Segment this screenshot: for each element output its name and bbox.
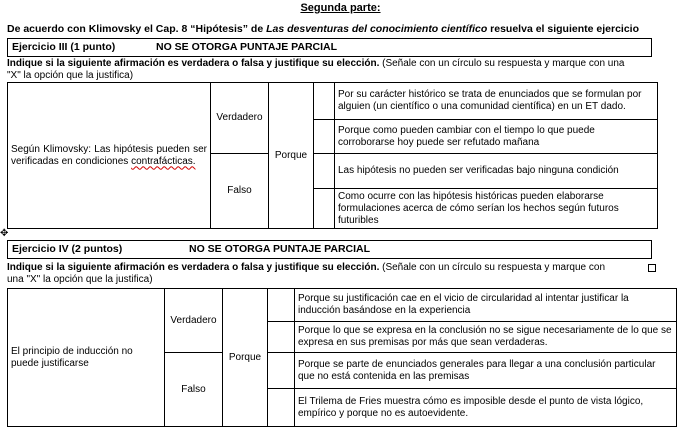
exercise-3-mark-box-3[interactable] bbox=[314, 154, 335, 189]
exercise-3-statement-end: contrafácticas. bbox=[131, 155, 196, 167]
exercise-4-title: Ejercicio IV (2 puntos) bbox=[12, 243, 123, 255]
exercise-3-mark-box-1[interactable] bbox=[314, 83, 335, 120]
exercise-4-mark-box-4[interactable] bbox=[268, 389, 295, 427]
table-move-handle-icon[interactable]: ✥ bbox=[0, 228, 9, 239]
exercise-3-instr-line2: "X" la opción que la justifica) bbox=[7, 70, 134, 81]
exercise-4-false-option[interactable]: Falso bbox=[165, 353, 223, 427]
exercise-4-instr-bold: Indique si la siguiente afirmación es verdadera o falsa y justifique su elección. bbox=[7, 262, 380, 273]
exercise-3-option-4: Como ocurre con las hipótesis históricas pueden elaborarse formulaciones acerca de cómo serían los hechos según futuros futuribles bbox=[335, 189, 658, 229]
exercise-3-header bbox=[7, 38, 652, 57]
exercise-4-instructions bbox=[7, 262, 681, 286]
exercise-3-instr-normal: (Señale con un círculo su respuesta y marque con una bbox=[379, 58, 625, 69]
exercise-4-mark-box-2[interactable] bbox=[268, 322, 295, 353]
exercise-4-mark-box-3[interactable] bbox=[268, 353, 295, 389]
intro-part2: resuelva el siguiente ejercicio bbox=[487, 23, 639, 35]
paragraph-end-marker bbox=[648, 264, 656, 272]
exercise-3-instr-bold: Indique si la siguiente afirmación es verdadera o falsa y justifique su elección. bbox=[7, 58, 380, 69]
exercise-3-true-option[interactable]: Verdadero bbox=[211, 83, 269, 154]
exercise-4-option-3: Porque se parte de enunciados generales para llegar a una conclusión particular que no está contenida en las premisas bbox=[295, 353, 677, 389]
exercise-4-table bbox=[7, 288, 677, 427]
exercise-3-title: Ejercicio III (1 punto) bbox=[12, 41, 116, 53]
exercise-3-mark-box-4[interactable] bbox=[314, 189, 335, 229]
exercise-4-instr-normal: (Señale con un círculo su respuesta y marque con bbox=[379, 262, 606, 273]
exercise-4-statement: El principio de inducción no puede justificarse bbox=[8, 289, 165, 427]
section-title: Segunda parte: bbox=[300, 2, 381, 14]
exercise-3-option-3: Las hipótesis no pueden ser verificadas bajo ninguna condición bbox=[335, 154, 658, 189]
exercise-4-option-2: Porque lo que se expresa en la conclusión no se sigue necesariamente de lo que se expresa en sus premisas por más que sean verdaderas. bbox=[295, 322, 677, 353]
exercise-3-table bbox=[7, 82, 658, 229]
exercise-3-option-1: Por su carácter histórico se trata de enunciados que se formulan por alguien (un científico o una comunidad científica) en un ET dado. bbox=[335, 83, 658, 120]
intro-book-title: Las desventuras del conocimiento científico bbox=[266, 23, 488, 35]
exercise-3-note: NO SE OTORGA PUNTAJE PARCIAL bbox=[156, 41, 338, 53]
exercise-3-option-2: Porque como pueden cambiar con el tiempo lo que puede corroborarse hoy puede ser refutado mañana bbox=[335, 120, 658, 154]
intro-part1: De acuerdo con Klimovsky el Cap. 8 “Hipótesis” de bbox=[7, 23, 267, 35]
exercise-4-because: Porque bbox=[223, 289, 268, 427]
exercise-4-mark-box-1[interactable] bbox=[268, 289, 295, 322]
exercise-4-option-1: Porque su justificación cae en el vicio de circularidad al intentar justificar la inducción basándose en la experiencia bbox=[295, 289, 677, 322]
exercise-4-option-4: El Trilema de Fries muestra cómo es imposible desde el punto de vista lógico, empírico y porque no es autoevidente. bbox=[295, 389, 677, 427]
exercise-3-false-option[interactable]: Falso bbox=[211, 154, 269, 229]
exercise-3-mark-box-2[interactable] bbox=[314, 120, 335, 154]
exercise-4-header bbox=[7, 240, 652, 259]
exercise-3-instructions bbox=[7, 58, 681, 82]
exercise-3-statement: Según Klimovsky: Las hipótesis pueden ser verificadas en condiciones contrafácticas. bbox=[8, 83, 211, 229]
exercise-4-note: NO SE OTORGA PUNTAJE PARCIAL bbox=[189, 243, 371, 255]
exercise-3-because: Porque bbox=[269, 83, 314, 229]
intro-text bbox=[7, 23, 639, 35]
exercise-4-instr-line2: una "X" la opción que la justifica) bbox=[7, 274, 153, 285]
exercise-4-true-option[interactable]: Verdadero bbox=[165, 289, 223, 353]
